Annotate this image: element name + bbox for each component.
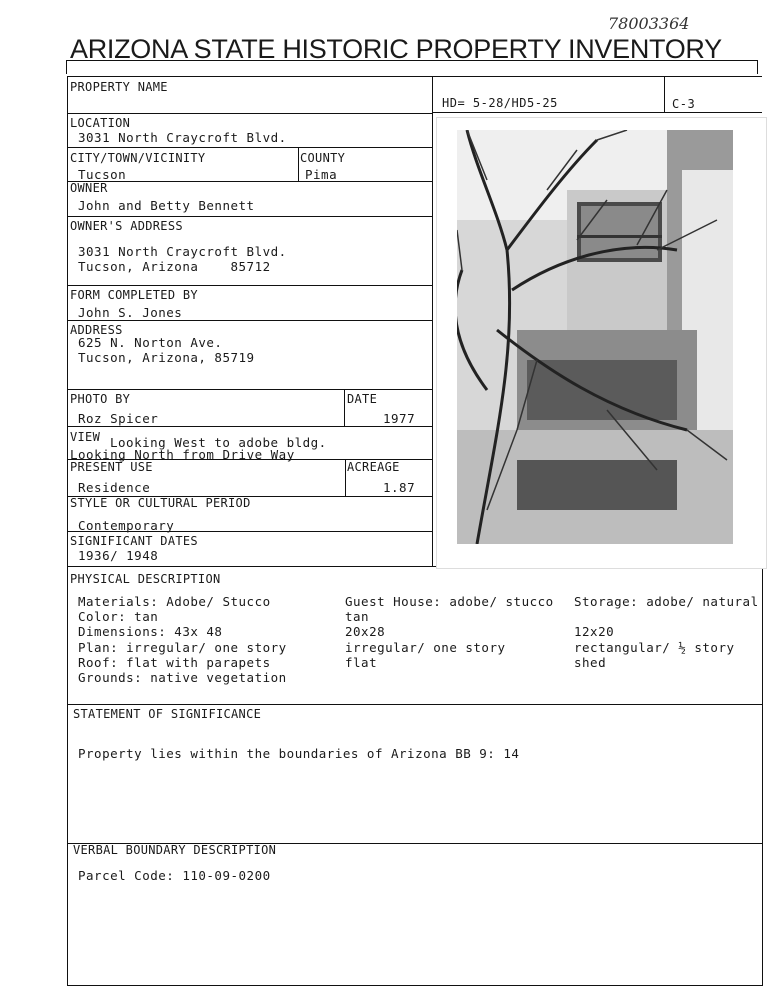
rule [298,147,299,181]
acreage-label: ACREAGE [347,460,400,474]
county-label: COUNTY [300,151,346,165]
rule [67,113,432,114]
physical-main-4: Roof: flat with parapets [78,655,271,670]
view-line2: Looking North from Drive Way [70,447,295,462]
significance-value: Property lies within the boundaries of Arizona BB 9: 14 [78,746,520,761]
rule [344,389,345,426]
significant-dates-value: 1936/ 1948 [78,548,159,563]
rule [67,147,432,148]
significant-dates-label: SIGNIFICANT DATES [70,534,198,548]
title-bracket-right [757,60,758,74]
handwritten-reference-number: 78003364 [608,14,690,33]
location-label: LOCATION [70,116,131,130]
photo-by-label: PHOTO BY [70,392,131,406]
form-completed-by-label: FORM COMPLETED BY [70,288,198,302]
photo-by-value: Roz Spicer [78,411,159,426]
owners-address-line1: 3031 North Craycroft Blvd. [78,244,287,259]
rule [432,112,762,113]
form-right-border [762,566,763,986]
owner-value: John and Betty Bennett [78,198,255,213]
guest-house-3: irregular/ one story [345,640,506,655]
physical-description-label: PHYSICAL DESCRIPTION [70,572,221,586]
county-value: Pima [305,167,338,182]
rule [67,389,432,390]
rule [664,76,665,112]
rule [345,459,346,496]
physical-main-3: Plan: irregular/ one story [78,640,287,655]
verbal-boundary-label: VERBAL BOUNDARY DESCRIPTION [73,843,277,857]
physical-main-5: Grounds: native vegetation [78,670,287,685]
storage-3: rectangular/ ½ story [574,640,735,655]
physical-main-0: Materials: Adobe/ Stucco [78,594,271,609]
address-label: ADDRESS [70,323,123,337]
physical-main-2: Dimensions: 43x 48 [78,624,223,639]
title-bracket-left [66,60,67,74]
photo-image [457,130,733,544]
style-label: STYLE OR CULTURAL PERIOD [70,496,251,510]
view-line1: Looking West to adobe bldg. [110,435,327,450]
property-photograph [436,117,767,569]
storage-0: Storage: adobe/ natural [574,594,759,609]
form-bottom-border [67,985,762,986]
title-underline [66,60,758,61]
guest-house-4: flat [345,655,378,670]
rule [67,704,762,705]
guest-house-0: Guest House: adobe/ stucco [345,594,554,609]
rule [67,426,432,427]
owners-address-label: OWNER'S ADDRESS [70,219,183,233]
rule [67,285,432,286]
column-divider [432,76,433,566]
form-top-border [67,76,762,77]
rule [67,320,432,321]
physical-main-1: Color: tan [78,609,159,624]
form-title: ARIZONA STATE HISTORIC PROPERTY INVENTORY [70,34,722,64]
property-name-label: PROPERTY NAME [70,80,168,94]
guest-house-1: tan [345,609,370,624]
address-line2: Tucson, Arizona, 85719 [78,350,255,365]
significance-label: STATEMENT OF SIGNIFICANCE [73,707,262,721]
rule [67,216,432,217]
verbal-boundary-value: Parcel Code: 110-09-0200 [78,868,271,883]
form-completed-by-value: John S. Jones [78,305,183,320]
storage-2: 12x20 [574,624,615,639]
present-use-label: PRESENT USE [70,460,153,474]
guest-house-2: 20x28 [345,624,386,639]
reference-code: C-3 [672,97,696,111]
location-value: 3031 North Craycroft Blvd. [78,130,287,145]
hd-reference: HD= 5-28/HD5-25 [442,96,558,110]
city-value: Tucson [78,167,127,182]
style-value: Contemporary [78,518,175,533]
view-label: VIEW [70,430,101,444]
acreage-value: 1.87 [383,480,416,495]
city-label: CITY/TOWN/VICINITY [70,151,206,165]
address-line1: 625 N. Norton Ave. [78,335,223,350]
date-label: DATE [347,392,378,406]
owner-label: OWNER [70,181,108,195]
owners-address-line2: Tucson, Arizona 85712 [78,259,271,274]
date-value: 1977 [383,411,416,426]
storage-4: shed [574,655,607,670]
present-use-value: Residence [78,480,151,495]
